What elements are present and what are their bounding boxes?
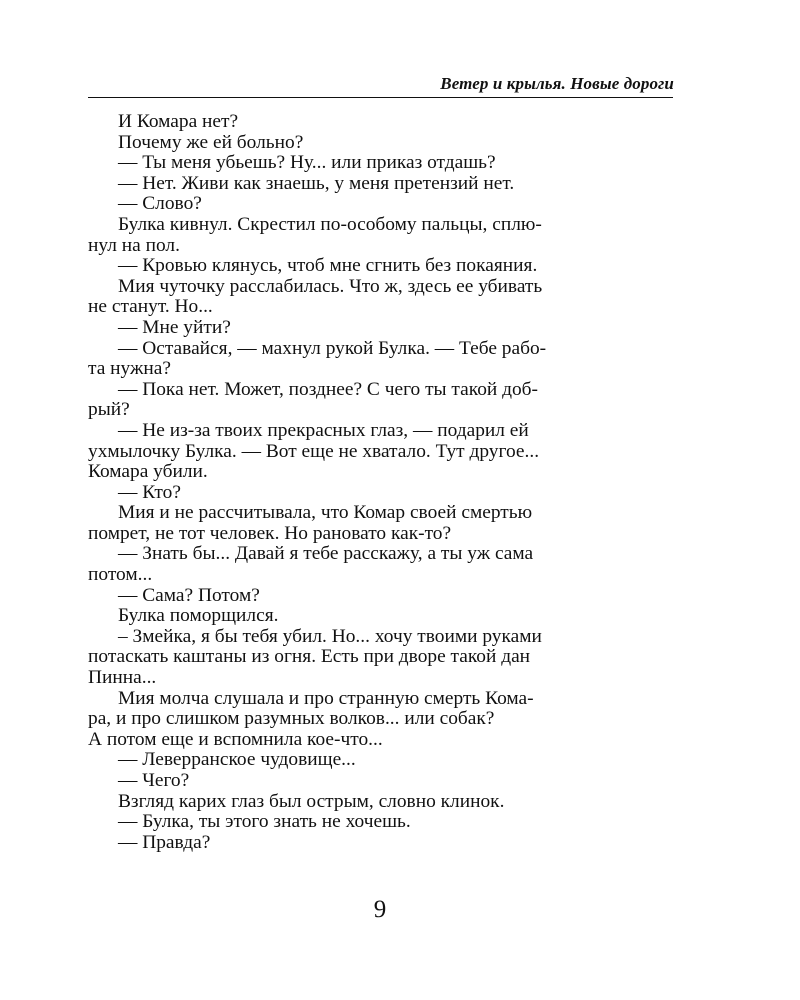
text-line: Пинна... xyxy=(88,667,157,689)
text-line: нул на пол. xyxy=(88,234,180,256)
text-line: Булка поморщился. xyxy=(118,605,279,627)
text-line: та нужна? xyxy=(88,358,171,380)
text-line: — Слово? xyxy=(118,193,202,215)
text-line: — Кровью клянусь, чтоб мне сгнить без покаяния. xyxy=(118,255,538,277)
page-number: 9 xyxy=(373,896,387,923)
text-line: — Пока нет. Может, позднее? С чего ты такой доб- xyxy=(118,378,538,400)
text-line: рый? xyxy=(88,399,130,421)
text-line: помрет, не тот человек. Но рановато как-то? xyxy=(88,522,452,544)
header-rule xyxy=(88,97,673,98)
text-line: Комара убили. xyxy=(88,461,208,483)
text-line: — Кто? xyxy=(118,481,181,503)
text-line: И Комара нет? xyxy=(118,111,239,132)
text-line: Мия и не рассчитывала, что Комар своей смертью xyxy=(118,502,533,524)
text-line: — Мне уйти? xyxy=(118,316,231,338)
text-line: — Не из-за твоих прекрасных глаз, — подарил ей xyxy=(118,419,529,441)
text-line: Мия чуточку расслабилась. Что ж, здесь ее убивать xyxy=(118,275,543,297)
text-line: — Чего? xyxy=(118,770,190,791)
text-line: потом... xyxy=(88,564,153,586)
text-line: А потом еще и вспомнила кое-что... xyxy=(88,728,383,750)
text-line: — Оставайся, — махнул рукой Булка. — Тебе рабо- xyxy=(118,337,547,359)
text-line: Мия молча слушала и про странную смерть Кома- xyxy=(118,687,534,709)
text-line: Почему же ей больно? xyxy=(118,131,304,153)
text-line: — Леверранское чудовище... xyxy=(118,749,356,771)
text-line: — Правда? xyxy=(118,831,211,853)
text-line: Булка кивнул. Скрестил по-особому пальцы, сплю- xyxy=(118,213,542,235)
text-line: ухмылочку Булка. — Вот еще не хватало. Тут другое... xyxy=(88,440,540,462)
text-line: — Знать бы... Давай я тебе расскажу, а ты уж сама xyxy=(118,543,534,565)
running-header: Ветер и крылья. Новые дороги xyxy=(440,74,674,93)
text-line: — Булка, ты этого знать не хочешь. xyxy=(118,811,411,833)
text-line: ра, и про слишком разумных волков... или собак? xyxy=(88,708,495,730)
text-line: не станут. Но... xyxy=(88,296,213,318)
text-line: потаскать каштаны из огня. Есть при дворе такой дан xyxy=(88,646,531,668)
text-line: Взгляд карих глаз был острым, словно клинок. xyxy=(118,790,505,812)
text-line: — Ты меня убьешь? Ну... или приказ отдашь? xyxy=(118,152,496,174)
text-line: – Змейка, я бы тебя убил. Но... хочу твоими руками xyxy=(118,625,542,647)
text-line: — Нет. Живи как знаешь, у меня претензий нет. xyxy=(118,172,515,194)
page-text xyxy=(88,111,674,853)
text-line: — Сама? Потом? xyxy=(118,584,260,606)
